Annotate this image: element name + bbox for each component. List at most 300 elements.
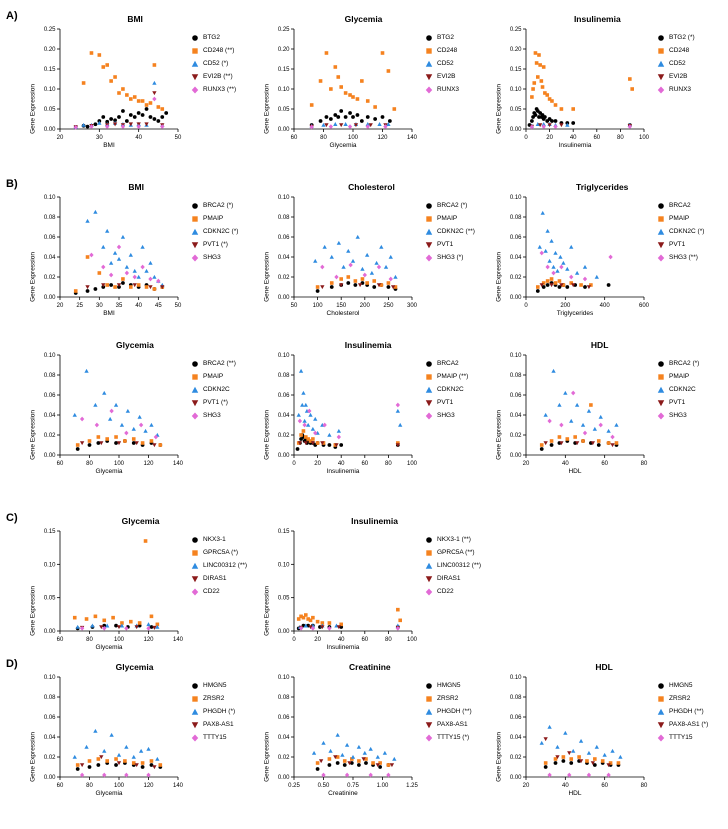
legend-item [190,383,236,396]
x-axis-label: Triglycerides [556,310,594,317]
plot-area [495,673,650,790]
plot-area [263,193,418,310]
legend-label: PVT1 (*) [203,399,228,406]
legend-label: PAX8-AS1 [203,721,234,728]
svg-text:0.02: 0.02 [277,275,290,281]
svg-text:80: 80 [86,637,93,643]
legend-label: CD52 [437,60,454,67]
triangle-marker-icon [190,385,200,395]
legend-label: CD248 [669,47,690,54]
legend-item [656,692,708,705]
y-axis-label: Gene Expression [263,585,271,636]
legend-label: PAX8-AS1 (*) [669,721,709,728]
svg-text:0.25: 0.25 [43,27,56,33]
svg-text:80: 80 [320,135,327,141]
svg-text:0.04: 0.04 [509,735,522,741]
triangle-down-marker-icon [656,398,666,408]
legend-item [656,238,704,251]
svg-text:0.04: 0.04 [43,255,56,261]
triangle-marker-icon [190,707,200,717]
svg-text:0.08: 0.08 [277,215,290,221]
svg-text:80: 80 [86,461,93,467]
square-marker-icon [656,694,666,704]
svg-text:0.25: 0.25 [277,27,290,33]
x-axis-label: Insulinemia [326,644,360,651]
x-axis-label: Glycemia [95,790,123,797]
legend-label: PMAIP (**) [437,373,469,380]
legend-item [656,409,699,422]
diamond-marker-icon [190,587,200,597]
svg-text:60: 60 [593,135,601,141]
svg-text:60: 60 [361,461,369,467]
triangle-down-marker-icon [424,574,434,584]
triangle-down-marker-icon [656,240,666,250]
svg-text:0.00: 0.00 [509,453,522,459]
legend-item [190,83,236,96]
legend-label: BTG2 [203,34,220,41]
legend-item [656,357,699,370]
triangle-marker-icon [424,227,434,237]
chart-title: Glycemia [344,14,383,24]
square-marker-icon [424,46,434,56]
chart-title: Cholesterol [348,182,395,192]
legend-label: PMAIP [669,215,690,222]
svg-text:0: 0 [292,637,296,643]
triangle-down-marker-icon [190,398,200,408]
svg-text:0.05: 0.05 [277,595,290,602]
svg-text:20: 20 [314,461,321,467]
chart-b3 [495,182,705,317]
chart-legend [424,25,459,96]
chart-title: BMI [127,14,143,24]
chart-legend [190,673,235,744]
y-axis-label: Gene Expression [29,409,37,460]
legend-item [424,31,459,44]
legend-item [190,705,235,718]
legend-item [424,692,472,705]
legend-label: TTTY15 [669,734,693,741]
svg-text:0.06: 0.06 [277,235,290,241]
legend-item [424,679,472,692]
circle-marker-icon [190,359,200,369]
legend-label: PMAIP [203,373,224,380]
svg-text:0.15: 0.15 [43,529,56,535]
chart-b6 [495,340,700,475]
legend-label: PHGDH (**) [437,708,472,715]
svg-text:150: 150 [336,303,347,309]
legend-label: LINC00312 (**) [437,562,482,569]
circle-marker-icon [190,535,200,545]
legend-label: SHG3 [203,412,221,419]
y-axis-label: Gene Expression [263,731,271,782]
legend-item [190,718,235,731]
svg-text:20: 20 [314,637,321,643]
svg-text:80: 80 [617,135,624,141]
svg-text:0.10: 0.10 [43,353,56,359]
legend-item [656,251,704,264]
legend-label: EVI2B (**) [203,73,233,80]
legend-label: NKX3-1 (**) [437,536,471,543]
y-axis-label: Gene Expression [495,731,503,782]
triangle-marker-icon [656,707,666,717]
chart-legend [424,351,468,422]
chart-b4 [29,340,236,475]
svg-text:0.08: 0.08 [43,373,56,379]
y-axis-label: Gene Expression [29,585,37,636]
square-marker-icon [190,214,200,224]
triangle-marker-icon [190,227,200,237]
chart-a3 [495,14,695,149]
legend-item [424,238,475,251]
svg-text:0.10: 0.10 [277,195,290,201]
triangle-marker-icon [424,385,434,395]
x-axis-label: Glycemia [329,142,357,149]
svg-text:20: 20 [522,783,530,789]
legend-label: CDKN2C (**) [437,228,475,235]
svg-text:100: 100 [312,303,323,309]
diamond-marker-icon [424,411,434,421]
svg-text:0.10: 0.10 [509,195,522,201]
svg-text:0.75: 0.75 [347,783,359,789]
legend-item [656,70,695,83]
legend-label: CDKN2C [203,386,230,393]
chart-title: Insulinemia [351,516,398,526]
svg-text:300: 300 [406,303,418,309]
legend-item [190,546,247,559]
legend-label: PVT1 [669,399,686,406]
svg-text:20: 20 [56,135,64,141]
panel-label-b: B) [6,178,18,190]
legend-item [190,731,235,744]
legend-item [424,383,468,396]
svg-text:0.08: 0.08 [509,695,522,701]
triangle-marker-icon [424,561,434,571]
legend-label: PHGDH (**) [669,708,704,715]
chart-title: Glycemia [115,662,154,672]
plot-area [263,351,418,468]
diamond-marker-icon [424,733,434,743]
circle-marker-icon [424,681,434,691]
square-marker-icon [656,46,666,56]
svg-text:35: 35 [115,303,123,309]
square-marker-icon [190,548,200,558]
svg-text:60: 60 [601,783,609,789]
y-axis-label: Gene Expression [495,251,503,302]
svg-text:0.00: 0.00 [43,629,56,635]
legend-label: BTG2 [437,34,454,41]
chart-title: BMI [128,182,144,192]
chart-b1 [29,182,239,317]
legend-item [656,731,708,744]
svg-text:0.06: 0.06 [277,393,290,399]
chart-a2 [263,14,460,149]
svg-text:0.02: 0.02 [509,755,522,761]
svg-text:30: 30 [95,135,103,141]
legend-label: HMGN5 [437,682,461,689]
svg-text:0.00: 0.00 [277,295,290,301]
svg-text:140: 140 [172,461,184,467]
svg-text:40: 40 [135,303,143,309]
svg-text:40: 40 [337,461,345,467]
svg-text:80: 80 [385,637,392,643]
x-axis-label: Insulinemia [558,142,592,149]
legend-item [424,225,475,238]
svg-text:100: 100 [113,783,125,789]
diamond-marker-icon [190,253,200,263]
legend-item [190,396,236,409]
plot-area [29,673,184,790]
svg-text:120: 120 [377,135,388,141]
legend-label: ZRSR2 [669,695,691,702]
circle-marker-icon [190,201,200,211]
x-axis-label: BMI [103,142,115,149]
chart-c1 [29,516,248,651]
svg-text:0.00: 0.00 [277,453,290,459]
svg-text:0: 0 [292,461,296,467]
legend-label: BRCA2 [437,360,459,367]
svg-text:30: 30 [95,303,103,309]
legend-label: GPRC5A (*) [203,549,239,556]
svg-text:0.04: 0.04 [43,413,56,419]
svg-text:0.02: 0.02 [43,275,56,281]
circle-marker-icon [190,33,200,43]
svg-text:0.10: 0.10 [43,87,56,93]
chart-c2 [263,516,482,651]
legend-item [656,44,695,57]
legend-label: TTTY15 [203,734,227,741]
svg-text:80: 80 [86,783,93,789]
chart-legend [656,673,708,744]
svg-text:0.06: 0.06 [509,393,522,399]
svg-text:0.00: 0.00 [509,127,522,133]
svg-text:40: 40 [135,135,143,141]
svg-text:0.04: 0.04 [509,413,522,419]
svg-text:0.05: 0.05 [43,595,56,602]
legend-label: CD22 [203,588,220,595]
circle-marker-icon [424,201,434,211]
svg-text:0.08: 0.08 [43,695,56,701]
triangle-marker-icon [656,227,666,237]
legend-item [190,225,238,238]
svg-text:20: 20 [522,461,530,467]
legend-label: BRCA2 [669,202,691,209]
svg-text:0.00: 0.00 [43,453,56,459]
legend-item [424,212,475,225]
chart-title: HDL [590,340,609,350]
svg-text:600: 600 [638,303,650,309]
legend-item [424,533,481,546]
x-axis-label: Glycemia [95,468,123,475]
svg-text:0.10: 0.10 [509,675,522,681]
x-axis-label: Insulinemia [326,468,360,475]
legend-item [656,199,704,212]
svg-text:40: 40 [569,135,577,141]
legend-label: PVT1 [437,241,454,248]
circle-marker-icon [656,681,666,691]
svg-text:0.10: 0.10 [509,353,522,359]
chart-d2 [263,662,472,797]
svg-text:50: 50 [174,303,182,309]
legend-item [656,31,695,44]
svg-text:100: 100 [347,135,359,141]
diamond-marker-icon [424,253,434,263]
svg-text:0.06: 0.06 [43,393,56,399]
svg-text:0.10: 0.10 [43,562,56,569]
legend-item [656,57,695,70]
svg-text:0.08: 0.08 [43,215,56,221]
plot-area [495,351,650,468]
legend-item [424,70,459,83]
svg-text:0.06: 0.06 [43,235,56,241]
svg-text:40: 40 [337,637,345,643]
legend-label: EVI2B [437,73,456,80]
plot-area [29,351,184,468]
svg-text:50: 50 [290,303,298,309]
legend-item [424,396,468,409]
svg-text:60: 60 [56,783,64,789]
legend-item [424,370,468,383]
legend-item [190,370,236,383]
legend-label: PHGDH (*) [203,708,236,715]
svg-text:0.15: 0.15 [277,529,290,535]
triangle-down-marker-icon [424,72,434,82]
chart-legend [190,193,238,264]
svg-text:0.25: 0.25 [288,783,300,789]
legend-label: SHG3 (**) [669,254,698,261]
y-axis-label: Gene Expression [263,83,271,134]
legend-label: CDKN2C [437,386,464,393]
chart-b5 [263,340,469,475]
legend-label: BRCA2 (**) [203,360,236,367]
circle-marker-icon [424,359,434,369]
square-marker-icon [190,694,200,704]
legend-item [190,57,236,70]
chart-legend [424,673,472,744]
legend-item [190,31,236,44]
legend-item [190,357,236,370]
panel-label-a: A) [6,10,18,22]
legend-label: NKX3-1 [203,536,226,543]
svg-text:120: 120 [143,461,154,467]
legend-item [424,718,472,731]
triangle-down-marker-icon [656,72,666,82]
legend-label: BTG2 (*) [669,34,695,41]
x-axis-label: HDL [568,790,582,797]
legend-label: CDKN2C (*) [669,228,705,235]
plot-area [263,673,418,790]
legend-label: RUNX3 [437,86,460,93]
svg-text:0.15: 0.15 [509,67,522,73]
svg-text:60: 60 [56,461,64,467]
svg-text:0.25: 0.25 [509,27,522,33]
chart-legend [190,527,247,598]
legend-label: SHG3 [437,412,455,419]
svg-text:0.05: 0.05 [277,107,290,113]
diamond-marker-icon [190,411,200,421]
legend-item [424,731,472,744]
legend-item [656,718,708,731]
circle-marker-icon [656,33,666,43]
chart-title: Insulinemia [344,340,392,350]
square-marker-icon [424,694,434,704]
svg-text:0.02: 0.02 [43,433,56,439]
diamond-marker-icon [424,587,434,597]
legend-item [656,679,708,692]
svg-text:0.15: 0.15 [43,67,56,73]
svg-text:0.00: 0.00 [43,775,56,781]
legend-item [190,70,236,83]
legend-item [190,679,235,692]
svg-text:0.10: 0.10 [43,195,56,201]
plot-area [29,25,184,142]
legend-label: SHG3 [203,254,221,261]
legend-item [190,251,238,264]
square-marker-icon [190,372,200,382]
legend-item [656,225,704,238]
svg-text:0.06: 0.06 [509,235,522,241]
svg-text:60: 60 [601,461,609,467]
diamond-marker-icon [656,253,666,263]
svg-text:0.20: 0.20 [43,47,56,53]
circle-marker-icon [424,33,434,43]
svg-text:0.00: 0.00 [43,127,56,133]
legend-label: PAX8-AS1 [437,721,468,728]
svg-text:50: 50 [174,135,182,141]
circle-marker-icon [190,681,200,691]
svg-text:0.08: 0.08 [509,373,522,379]
diamond-marker-icon [656,733,666,743]
legend-item [190,238,238,251]
svg-text:200: 200 [560,303,571,309]
svg-text:0.02: 0.02 [509,433,522,439]
chart-a1 [29,14,237,149]
legend-label: PVT1 [437,399,454,406]
chart-legend [190,351,236,422]
triangle-down-marker-icon [190,720,200,730]
legend-label: ZRSR2 [203,695,225,702]
legend-item [424,585,481,598]
svg-text:60: 60 [290,135,298,141]
svg-text:0.08: 0.08 [277,695,290,701]
svg-text:0.06: 0.06 [509,715,522,721]
legend-item [190,409,236,422]
svg-text:80: 80 [385,461,392,467]
triangle-down-marker-icon [424,720,434,730]
y-axis-label: Gene Expression [29,251,37,302]
legend-label: DIRAS1 [203,575,227,582]
y-axis-label: Gene Expression [29,731,37,782]
chart-legend [190,25,236,96]
circle-marker-icon [424,535,434,545]
legend-item [424,83,459,96]
diamond-marker-icon [190,85,200,95]
square-marker-icon [424,548,434,558]
legend-label: HMGN5 [203,682,227,689]
plot-area [263,527,418,644]
svg-text:100: 100 [406,637,418,643]
svg-text:0.02: 0.02 [277,755,290,761]
svg-text:0.00: 0.00 [43,295,56,301]
svg-text:0.08: 0.08 [277,373,290,379]
legend-label: CD52 (*) [203,60,229,67]
legend-item [424,546,481,559]
legend-label: RUNX3 [669,86,692,93]
chart-legend [656,193,704,264]
svg-text:60: 60 [361,637,369,643]
legend-item [424,409,468,422]
legend-item [656,370,699,383]
legend-label: DIRAS1 [437,575,461,582]
